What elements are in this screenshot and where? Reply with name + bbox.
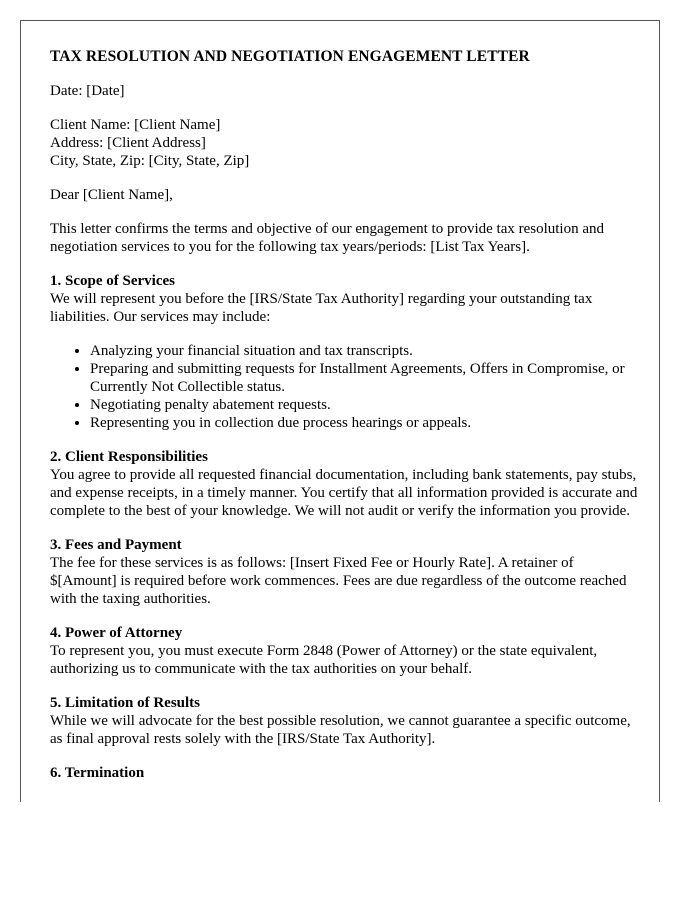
section-termination [50,764,640,782]
section-body: While we will advocate for the best possible resolution, we cannot guarantee a specific outcome, as final approval rests solely with the [IRS/State Tax Authority]. [50,713,631,747]
list-item: • Negotiating penalty abatement requests. [90,396,640,414]
section-heading: 1. Scope of Services [50,273,175,289]
section-client-responsibilities [50,448,640,520]
list-item: • Preparing and submitting requests for Installment Agreements, Offers in Compromise, or Currently Not Collectible status. [90,360,640,396]
letter-title: TAX RESOLUTION AND NEGOTIATION ENGAGEMENT LETTER [50,48,530,65]
section-heading: 3. Fees and Payment [50,537,182,553]
section-heading: 6. Termination [50,765,145,781]
client-name-line: Client Name: [Client Name] [50,117,221,133]
client-block [50,116,640,170]
client-city-line: City, State, Zip: [City, State, Zip] [50,153,250,169]
section-body: You agree to provide all requested financial documentation, including bank statements, pay stubs, and expense receipts, in a timely manner. You certify that all information provided is accurate and complete to the best of your knowledge. We will not audit or verify the information you provide. [50,467,638,519]
section-body: We will represent you before the [IRS/State Tax Authority] regarding your outstanding tax liabilities. Our services may include: [50,291,593,325]
client-address-line: Address: [Client Address] [50,135,206,151]
section-body: The fee for these services is as follows: [Insert Fixed Fee or Hourly Rate]. A retainer of $[Amount] is required before work commences. Fees are due regardless of the outcome reached with the taxing authorities. [50,555,627,607]
letter-page [20,20,660,802]
date-line: Date: [Date] [50,83,125,99]
section-fees [50,536,640,608]
section-limitation [50,694,640,748]
intro-paragraph: This letter confirms the terms and objective of our engagement to provide tax resolution and negotiation services to you for the following tax years/periods: [List Tax Years]. [50,221,605,255]
scope-bullet-list [50,342,640,432]
section-heading: 2. Client Responsibilities [50,449,208,465]
section-body: To represent you, you must execute Form 2848 (Power of Attorney) or the state equivalent, authorizing us to communicate with the tax authorities on your behalf. [50,643,598,677]
section-heading: 5. Limitation of Results [50,695,200,711]
section-power-of-attorney [50,624,640,678]
list-item: • Representing you in collection due process hearings or appeals. [90,414,640,432]
salutation: Dear [Client Name], [50,187,173,203]
letter-content [50,48,640,782]
list-item: • Analyzing your financial situation and tax transcripts. [90,342,640,360]
section-scope [50,272,640,432]
section-heading: 4. Power of Attorney [50,625,183,641]
